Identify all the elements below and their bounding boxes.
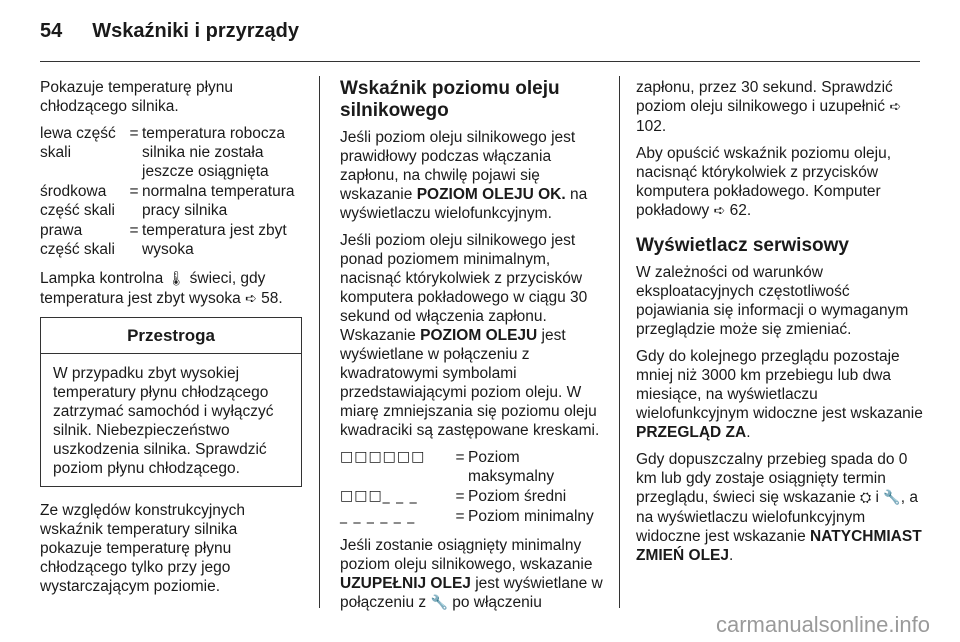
table-row (40, 124, 302, 181)
warning-title: Przestroga (41, 318, 301, 354)
text: Lampka kontrolna (40, 270, 168, 287)
display-message: NATYCHMIAST ZMIEŃ OLEJ (636, 528, 922, 564)
wrench-icon: 🔧 (430, 595, 448, 611)
text: jest wyświetlane w połączeniu z kwadratowymi symbolami przedstawiającymi poziom oleju. W miarę zmniejszania się poziomu oleju kwadraciki są zastępowane kreskami. (340, 327, 600, 439)
paragraph (636, 144, 926, 221)
paragraph: W zależności od warunków eksploatacyjnych częstotliwość pojawiania się informacji o wymaganym przeglądzie może się zmieniać. (636, 264, 909, 338)
page-title: Wskaźniki i przyrządy (92, 20, 299, 42)
page-ref: 58. (256, 290, 283, 307)
equals: = (129, 183, 139, 200)
outro-text: Ze względów konstrukcyjnych wskaźnik temperatury silnika pokazuje temperaturę płynu chłodzącego tylko przy jego wystarczającym poziomie. (40, 502, 246, 595)
page-header (40, 20, 299, 48)
column-divider (319, 76, 320, 608)
page-ref-icon: ➪ (889, 99, 902, 115)
paragraph (340, 128, 605, 223)
text: zapłonu, przez 30 sekund. Sprawdzić poziom oleju silnikowego i uzupełnić (636, 79, 893, 115)
level-symbol: _ _ _ _ _ _ (340, 508, 416, 524)
intro-text: Pokazuje temperaturę płynu chłodzącego silnika. (40, 79, 234, 115)
warning-box (40, 317, 302, 487)
text: Gdy dopuszczalny przebieg spada do 0 km lub gdy zostaje osiągnięty termin przeglądu, świeci się wskazanie (636, 451, 908, 506)
equals: = (455, 488, 465, 505)
definition: temperatura robocza silnika nie została jeszcze osiągnięta (142, 125, 286, 180)
definition: Poziom średni (468, 488, 567, 505)
column-3 (636, 78, 926, 573)
service-icon: ⛭ (860, 490, 872, 506)
text: jest wyświetlane w połączeniu z (340, 575, 603, 611)
table-row (340, 448, 605, 486)
section-heading: Wyświetlacz serwisowy (636, 235, 849, 256)
paragraph (636, 450, 926, 565)
temperature-table (40, 124, 302, 259)
term: środkowa część skali (40, 183, 115, 219)
column-2 (340, 78, 605, 621)
equals: = (455, 449, 465, 466)
watermark: carmanualsonline.info (715, 612, 930, 637)
definition: normalna temperatura pracy silnika (142, 183, 295, 219)
paragraph (340, 536, 605, 613)
table-row (40, 182, 302, 220)
wrench-icon: 🔧 (883, 490, 901, 506)
paragraph (636, 347, 926, 442)
text: i (871, 489, 884, 506)
text: po włączeniu (447, 594, 542, 611)
text: , a na wyświetlaczu wielofunkcyjnym widoczne jest wskazanie (636, 489, 918, 545)
display-message: PRZEGLĄD ZA (636, 424, 747, 441)
paragraph (340, 231, 605, 440)
section-heading: Wskaźnik poziomu oleju silnikowego (340, 78, 560, 121)
text: Aby opuścić wskaźnik poziomu oleju, nacisnąć którykolwiek z przycisków komputera pokładowego. Komputer pokładowy (636, 145, 892, 219)
equals: = (129, 222, 139, 239)
page-ref: 102. (636, 118, 667, 135)
column-1 (40, 78, 302, 604)
text: na wyświetlaczu wielofunkcyjnym. (340, 186, 588, 222)
term: lewa część skali (40, 125, 116, 161)
column-divider (619, 76, 620, 608)
oil-level-table (340, 448, 605, 526)
table-row (340, 487, 605, 506)
equals: = (129, 125, 139, 142)
term: prawa część skali (40, 222, 115, 258)
text: . (729, 547, 734, 564)
text: Jeśli poziom oleju silnikowego jest ponad poziomem minimalnym, nacisnąć którykolwiek z przycisków komputera pokładowego w ciągu 30 sekund od włączenia zapłonu. Wskazanie (340, 232, 588, 344)
text: świeci, gdy temperatura jest zbyt wysoka (40, 270, 266, 307)
table-row (40, 221, 302, 259)
equals: = (455, 508, 465, 525)
page-ref: 62. (725, 202, 752, 219)
definition: Poziom maksymalny (468, 449, 555, 485)
display-message: POZIOM OLEJU (420, 327, 538, 344)
paragraph (636, 78, 926, 136)
text: . (746, 424, 751, 441)
warning-body: W przypadku zbyt wysokiej temperatury płynu chłodzącego zatrzymać samochód i wyłączyć silnik. Niebezpieczeństwo uszkodzenia silnika. Sprawdzić poziom płynu chłodzącego. (53, 365, 274, 477)
text: Jeśli zostanie osiągnięty minimalny poziom oleju silnikowego, wskazanie (340, 537, 593, 573)
lamp-paragraph (40, 269, 302, 309)
text: Gdy do kolejnego przeglądu pozostaje mniej niż 3000 km przebiegu lub dwa miesiące, na wyświetlaczu wielofunkcyjnym widoczne jest wskazanie (636, 348, 923, 422)
display-message: UZUPEŁNIJ OLEJ (340, 575, 471, 592)
level-symbol: □□□□□□ (340, 449, 426, 465)
text: Jeśli poziom oleju silnikowego jest prawidłowy podczas włączania zapłonu, na chwilę pojawi się wskazanie (340, 129, 576, 203)
level-symbol: □□□_ _ _ (340, 488, 418, 504)
page-ref-icon: ➪ (713, 203, 726, 219)
page-ref-icon: ➪ (245, 291, 257, 307)
definition: temperatura jest zbyt wysoka (142, 222, 287, 258)
display-message: POZIOM OLEJU OK. (416, 186, 566, 203)
header-rule (40, 61, 920, 62)
thermometer-icon: 🌡 (167, 271, 186, 287)
table-row (340, 507, 605, 526)
definition: Poziom minimalny (468, 508, 594, 525)
page-number: 54 (40, 20, 63, 42)
